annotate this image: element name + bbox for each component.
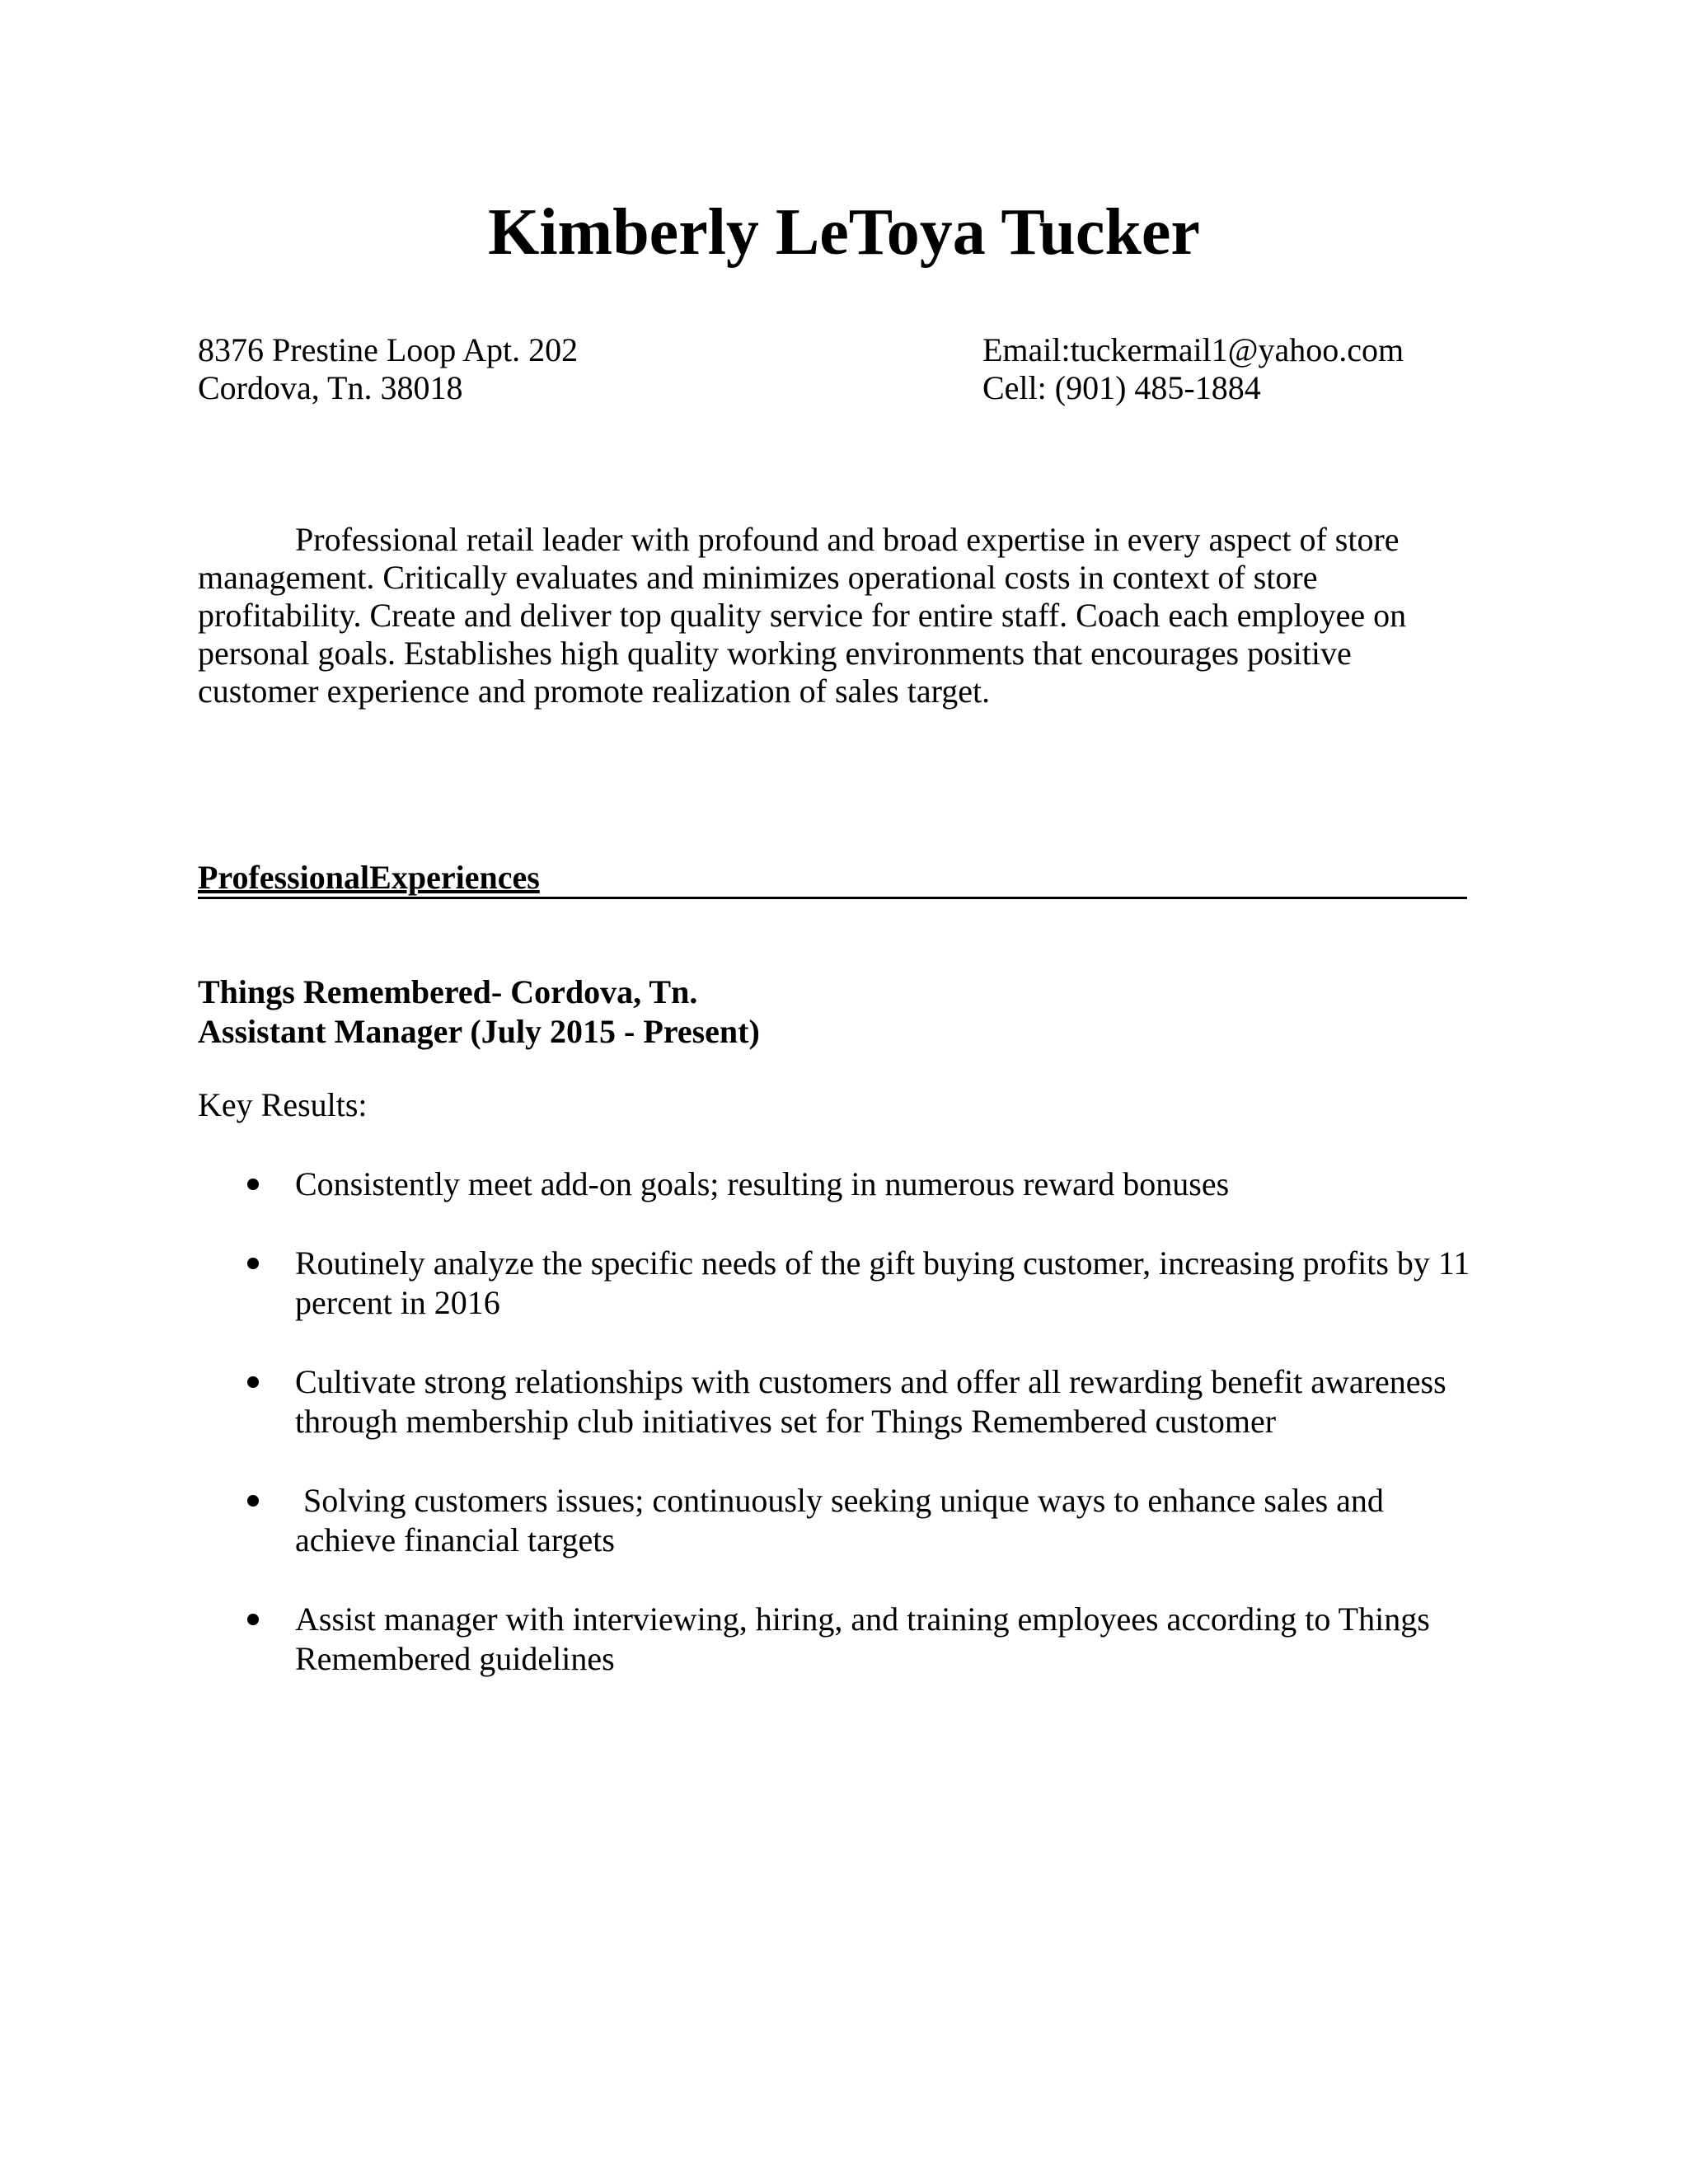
key-results-label: Key Results: xyxy=(198,1086,368,1123)
list-item-text: Solving customers issues; continuously seeking unique ways to enhance sales and achieve financial targets xyxy=(295,1482,1392,1558)
list-item xyxy=(198,1165,1484,1204)
job-title: Assistant Manager (July 2015 - Present) xyxy=(198,1013,760,1050)
candidate-name: Kimberly LeToya Tucker xyxy=(488,196,1200,269)
address-line-1: 8376 Prestine Loop Apt. 202 xyxy=(198,331,579,368)
address-line-2: Cordova, Tn. 38018 xyxy=(198,369,463,406)
cell-phone-text: Cell: (901) 485-1884 xyxy=(982,369,1261,406)
contact-info-block xyxy=(982,331,1404,407)
job-company: Things Remembered- Cordova, Tn. xyxy=(198,973,698,1010)
bullet-icon xyxy=(247,1495,259,1507)
list-item-text: Consistently meet add-on goals; resulting in numerous reward bonuses xyxy=(295,1165,1230,1202)
bullet-icon xyxy=(247,1258,259,1269)
list-item-text: Cultivate strong relationships with customers and offer all rewarding benefit awareness through membership club initiatives set for Things Remembered customer xyxy=(295,1363,1447,1440)
list-item xyxy=(198,1244,1484,1323)
key-results-list xyxy=(198,1165,1484,1718)
bullet-icon xyxy=(247,1376,259,1388)
list-item xyxy=(198,1481,1484,1560)
professional-summary: Professional retail leader with profound and broad expertise in every aspect of store management. Critically evaluates and minimizes operational costs in context of store profitability. Create and deliver top quality service for entire staff. Coach each employee on personal goals. Establishes high quality working environments that encourages positive customer experience and promote realization of sales target. xyxy=(198,521,1407,710)
email-text: Email:tuckermail1@yahoo.com xyxy=(982,331,1404,368)
address-block xyxy=(198,331,578,407)
bullet-icon xyxy=(247,1179,259,1190)
list-item-text: Assist manager with interviewing, hiring, and training employees according to Things Remembered guidelines xyxy=(295,1601,1430,1677)
section-heading-text: ProfessionalExperiences xyxy=(198,859,540,896)
job-entry xyxy=(198,972,1467,1052)
section-heading-experience xyxy=(198,859,1467,899)
list-item xyxy=(198,1600,1484,1679)
list-item xyxy=(198,1362,1484,1441)
list-item-text: Routinely analyze the specific needs of the gift buying customer, increasing profits by 11 percent in 2016 xyxy=(295,1244,1470,1321)
bullet-icon xyxy=(247,1614,259,1625)
